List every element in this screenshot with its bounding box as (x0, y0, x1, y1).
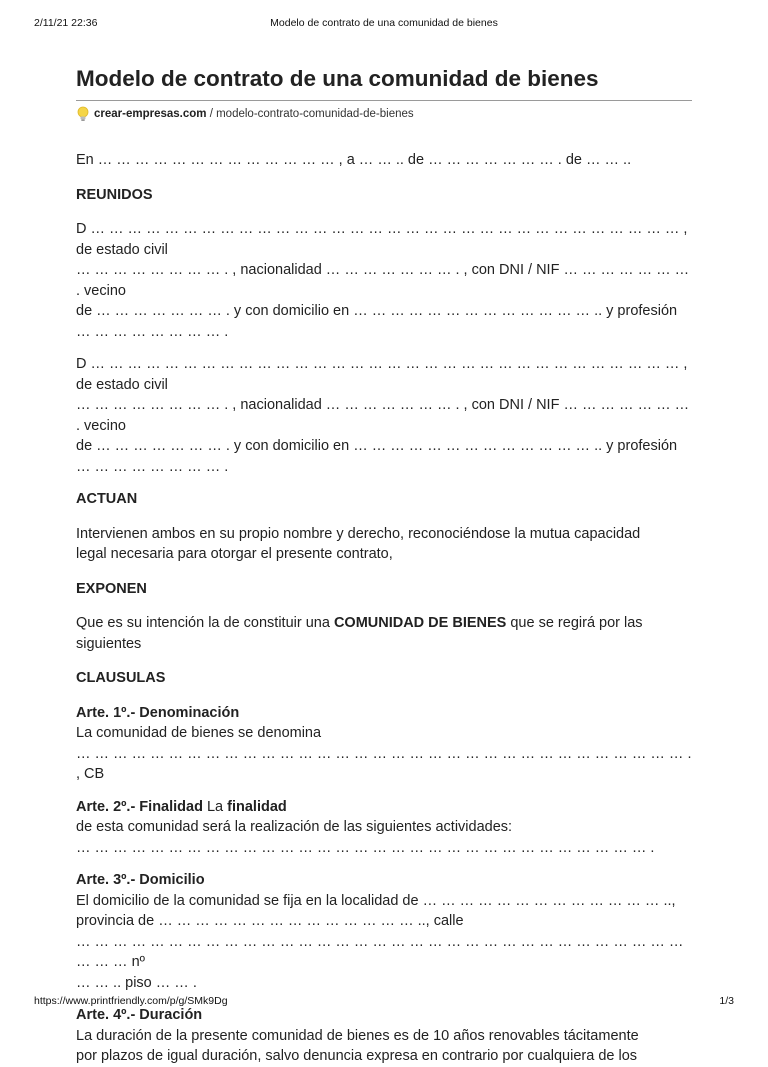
print-page-title: Modelo de contrato de una comunidad de bienes (270, 17, 498, 29)
article-1 (76, 703, 692, 785)
article-3-line-4: … … .. piso … … . (76, 974, 197, 991)
exponen-line-1 (76, 613, 692, 634)
heading-exponen: EXPONEN (76, 580, 147, 597)
print-footer (34, 995, 734, 1009)
article-4-line-1: La duración de la presente comunidad de bienes es de 10 años renovables tácitamente (76, 1027, 639, 1044)
heading-reunidos: REUNIDOS (76, 186, 153, 203)
party-2-line-2: … … … … … … … … . , nacionalidad … … … … … … … . , con DNI / NIF … … … … … … … . vecino (76, 397, 690, 434)
exponen-bold-term: COMUNIDAD DE BIENES (333, 615, 507, 631)
party-2-line-3: de … … … … … … … . y con domicilio en … … … … … … … … … … … … … .. y profesión (76, 438, 678, 454)
source-domain-link[interactable]: crear-empresas.com (94, 108, 207, 120)
print-datetime: 2/11/21 22:36 (34, 17, 98, 29)
heading-clausulas: CLAUSULAS (76, 670, 166, 686)
party-2-block (76, 354, 692, 477)
party-1-line-4: … … … … … … … … . (76, 323, 229, 340)
article-4-line-2: por plazos de igual duración, salvo denuncia expresa en contrario por cualquiera de los (76, 1048, 638, 1064)
article-3-title: Arte. 3º.- Domicilio (76, 872, 205, 888)
exponen-text-post: que se regirá por las (506, 615, 643, 631)
source-line (76, 106, 692, 122)
exponen-line-2: siguientes (76, 635, 142, 652)
page-number: 1/3 (719, 995, 734, 1007)
source-path: / modelo-contrato-comunidad-de-bienes (206, 108, 414, 120)
party-2-line-1: D … … … … … … … … … … … … … … … … … … … … … … … … … … … … … … … … , de estado civil (76, 356, 688, 393)
party-1-line-3: de … … … … … … … . y con domicilio en … … … … … … … … … … … … … .. y profesión (76, 303, 678, 319)
article-2-title-tail-bold: finalidad (227, 798, 287, 815)
article-2-line-1: de esta comunidad será la realización de las siguientes actividades: (76, 819, 513, 835)
party-2-line-4: … … … … … … … … . (76, 458, 229, 475)
article-3 (76, 870, 692, 993)
party-1-line-2: … … … … … … … … . , nacionalidad … … … … … … … . , con DNI / NIF … … … … … … … . vecino (76, 262, 690, 299)
article-2-title: Arte. 2º.- Finalidad (76, 798, 203, 815)
article-2-title-tail: La (202, 798, 228, 815)
document-title: Modelo de contrato de una comunidad de bienes (76, 62, 692, 101)
exponen-text-pre: Que es su intención la de constituir una (76, 615, 334, 631)
article-2 (76, 797, 692, 859)
article-2-line-2: … … … … … … … … … … … … … … … … … … … … … … … … … … … … … … … . (76, 839, 655, 856)
print-header (34, 17, 734, 31)
article-3-line-1: El domicilio de la comunidad se fija en la localidad de … … … … … … … … … … … … … .., (76, 892, 676, 909)
article-1-line-2: … … … … … … … … … … … … … … … … … … … … … … … … … … … … … … … … … . , CB (76, 745, 692, 782)
print-url: https://www.printfriendly.com/p/g/SMk9Dg (34, 995, 228, 1007)
document-content (76, 62, 692, 1067)
heading-actuan: ACTUAN (76, 491, 138, 507)
article-1-title: Arte. 1º.- Denominación (76, 704, 240, 721)
article-4-title: Arte. 4º.- Duración (76, 1007, 203, 1023)
article-4 (76, 1005, 692, 1067)
actuan-line-1: Intervienen ambos en su propio nombre y derecho, reconociéndose la mutua capacidad (76, 525, 641, 542)
lightbulb-icon (76, 106, 90, 122)
article-3-line-3: … … … … … … … … … … … … … … … … … … … … … … … … … … … … … … … … … … … … nº (76, 933, 684, 970)
party-1-block (76, 219, 692, 342)
intro-line: En … … … … … … … … … … … … … , a … … .. de … … … … … … … . de … … .. (76, 152, 632, 168)
article-2-title-line (76, 797, 692, 818)
actuan-line-2: legal necesaria para otorgar el presente contrato, (76, 546, 393, 562)
article-3-line-2: provincia de … … … … … … … … … … … … … … .., calle (76, 913, 464, 929)
article-1-line-1: La comunidad de bienes se denomina (76, 725, 322, 741)
party-1-line-1: D … … … … … … … … … … … … … … … … … … … … … … … … … … … … … … … … , de estado civil (76, 221, 688, 258)
